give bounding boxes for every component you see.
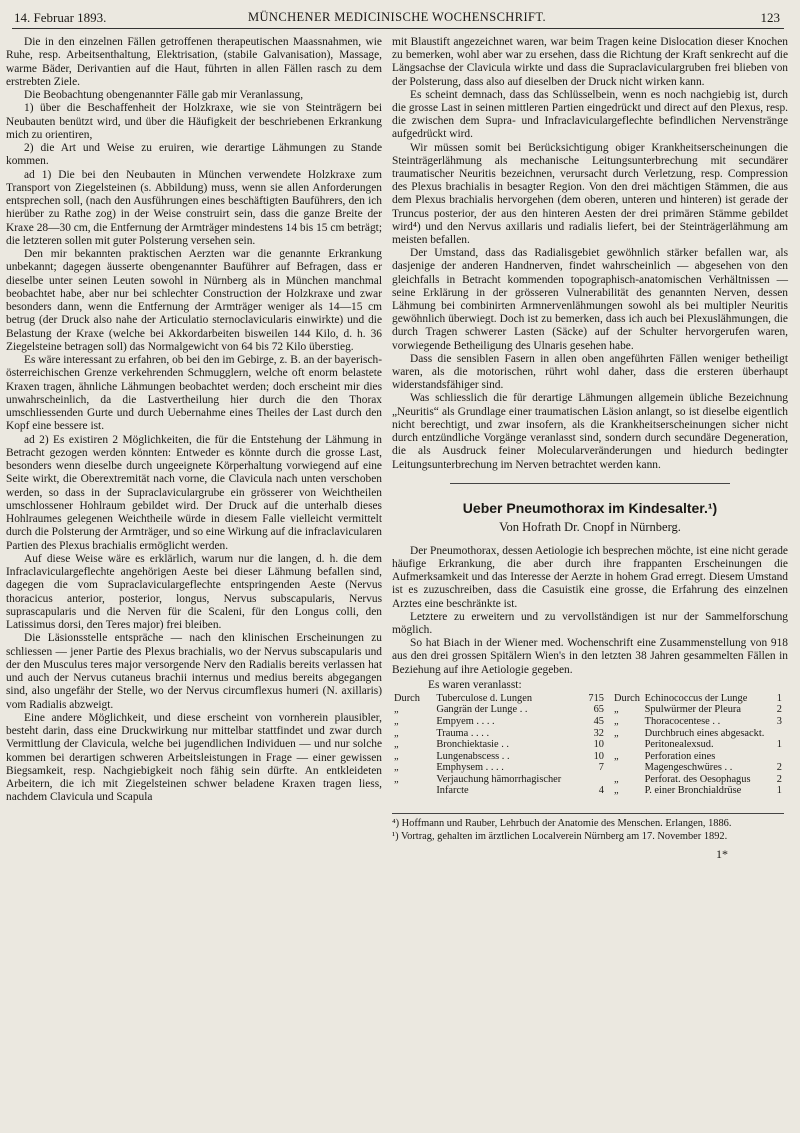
cause-count: 3 [776, 715, 782, 727]
cause-count: 2 [776, 704, 782, 716]
cause-count: 45 [593, 715, 604, 727]
prefix: „ [614, 773, 619, 785]
cause-label: Thoracocentese . . [644, 715, 721, 727]
paragraph: Der Umstand, dass das Radialisgebiet gewöhnlich stärker befallen war, als dasjenige der anderen Handnerven, findet wahrscheinlich — abgesehen von den gleichfalls in Betracht kommenden topographisch-anatomischen Verhältnissen — seine Erklärung in der grösseren Vulnerabilität des genannten Nerven, dessen Lähmung bei combinirten Armnervenlähmungen sowohl als bei multipler Neuritis gewöhnlich überwiegt. Doch ist zu bemerken, dass ich auch bei Plexuslähmungen, die durch Tragen schwerer Lasten (Säcke) auf der Schulter hervorgerufen waren, vorwiegende Betheiligung des Ulnaris gesehen habe. [392, 247, 788, 352]
cause-count: 1 [776, 785, 782, 797]
paragraph: 1) über die Beschaffenheit der Holzkraxe, wie sie von Steinträgern bei Neubauten benützt wird, und über die Häufigkeit der beschriebenen Erkrankung mich zu orientiren, [6, 102, 382, 141]
cause-count: 32 [593, 727, 604, 739]
footnote: ⁴) Hoffmann und Rauber, Lehrbuch der Anatomie des Menschen. Erlangen, 1886. [392, 818, 732, 830]
paragraph: Wir müssen somit bei Berücksichtigung obiger Krankheitserscheinungen die Steinträgerlähmung als mechanische Leitungsunterbrechung mit secundärer traumatischer Neuritis bezeichnen, verursacht durch Verletzung, resp. Compression des Plexus brachialis in besagter Region. Von den drei mächtigen Stämmen, die aus dem Plexus brachialis hervorgehen (dem oberen, unteren und hinteren) ist gerade der Truncus posterior, der aus den hinteren Aesten der drei primären Stämme gebildet wird⁴) und den Nervus axillaris und radialis liefert, bei der Steinträgerlähmung am meisten befallen. [392, 141, 788, 247]
paragraph: Den mir bekannten praktischen Aerzten war die genannte Erkrankung unbekannt; dagegen äusserte obengenannter Bauführer auf Befragen, dass er dieselbe unter seinen Leuten sowohl in Nürnberg als in München manchmal beobachtet habe, aber nur bei schlechter Construction der Holzkraxe und zwar besonders dann, wenn die Entfernung der Armträger weniger als 14—15 cm betrug (der Druck also nahe der Articulatio sternoclavicularis einwirkte) und die Belastung der Kraxe (welche bei Akkordarbeiten bisweilen 144 Kilo, d. h. 36 Ziegelsteine betragen soll) das Normalgewicht von 64 bis 72 Kilo überstieg. [6, 248, 382, 353]
table-row [612, 751, 784, 774]
table-row [612, 728, 784, 751]
cause-label: Emphysem . . . . [436, 762, 504, 774]
paragraph: 2) die Art und Weise zu eruiren, wie derartige Lähmungen zu Stande kommen. [6, 142, 382, 168]
cause-label: Empyem . . . . [436, 715, 495, 727]
cause-count: 1 [776, 692, 782, 704]
cause-label: Lungenabscess . . [436, 750, 510, 762]
cause-count: 4 [598, 785, 604, 797]
table-row [612, 693, 784, 705]
prefix: „ [394, 704, 399, 716]
table-row [392, 739, 606, 751]
table-row [612, 774, 784, 786]
signature-mark: 1* [716, 847, 728, 862]
cause-label: Echinococcus der Lunge [644, 692, 748, 704]
paragraph: Die in den einzelnen Fällen getroffenen therapeutischen Maassnahmen, wie Ruhe, resp. Arbeitsenthaltung, Elektrisation, (stabile Galvanisation), Massage, warme Bäder, Derivantien auf die Haut, führten in allen Fällen rasch zu dem erstrebten Ziele. [6, 36, 382, 88]
footnote: ¹) Vortrag, gehalten im ärztlichen Localverein Nürnberg am 17. November 1892. [392, 830, 728, 842]
table-row [392, 728, 606, 740]
table-row [392, 693, 606, 705]
table-row [392, 716, 606, 728]
cause-count: 715 [588, 692, 604, 704]
table-row [612, 716, 784, 728]
paragraph: ad 1) Die bei den Neubauten in München verwendete Holzkraxe zum Transport von Ziegelsteinen (s. Abbildung) muss, wenn sie allen Anforderungen entsprechen soll, (nach den Ausführungen eines beschäftigten Bauführers, den ich hierüber zu Rathe zog) in der Weise construirt sein, dass die ganze Breite der Kraxe 28—30 cm, die Entfernung der Armträger mindestens 14 bis 15 cm beträgt; die letzteren sollen mit guter Polsterung versehen sein. [6, 168, 382, 247]
article-byline: Von Hofrath Dr. Cnopf in Nürnberg. [499, 519, 681, 534]
paragraph: Es scheint demnach, dass das Schlüsselbein, wenn es noch nachgiebig ist, durch die grosse Last in seinen mittleren Partien eingedrückt und direct auf den Plexus, resp. die zwischen dem Supra- und Infraclaviculargeflechte befindlichen Nervenstränge aufgedrückt wird. [392, 88, 788, 141]
prefix: „ [394, 762, 399, 774]
prefix: „ [614, 715, 619, 727]
cause-label: Perforation eines Magengeschwüres . . [644, 750, 733, 774]
prefix: Durch [614, 692, 640, 704]
paragraph: Dass die sensiblen Fasern in allen oben angeführten Fällen weniger betheiligt waren, als die motorischen, rührt wohl daher, dass die ersteren überhaupt widerstandsfähiger sind. [392, 352, 788, 392]
cause-label: Perforat. des Oesophagus [644, 773, 751, 785]
table-row [392, 704, 606, 716]
prefix: Durch [394, 692, 420, 704]
cause-label: Trauma . . . . [436, 727, 490, 739]
cause-count: 10 [593, 739, 604, 751]
cause-label: Bronchiektasie . . [436, 739, 510, 751]
cause-label: Tuberculose d. Lungen [436, 692, 533, 704]
cause-count: 65 [593, 704, 604, 716]
prefix: „ [394, 727, 399, 739]
page-number: 123 [760, 10, 780, 25]
causes-right-table [612, 693, 784, 797]
cause-label: Verjauchung hämorrhagischer Infarcte [436, 773, 562, 797]
cause-label: Spulwürmer der Pleura [644, 704, 741, 716]
paragraph: Auf diese Weise wäre es erklärlich, warum nur die langen, d. h. die dem Infraclaviculargeflechte angehörigen Aeste bei dieser Lähmung befallen sind, dagegen die vom Supraclaviculargeflechte entspringenden Aeste (Nervus thoracicus anterior, posterior, longus, Nervus subscapularis, Nervus suprascapularis und die Nerven für die Scaleni, für den Longus colli, den Latissimus dorsi, den Teres major) frei bleiben. [6, 552, 382, 631]
prefix: „ [394, 750, 399, 762]
cause-count: 2 [776, 773, 782, 785]
prefix: „ [614, 704, 619, 716]
causes-heading: Es waren veranlasst: [428, 678, 522, 691]
paragraph: ad 2) Es existiren 2 Möglichkeiten, die für die Entstehung der Lähmung in Betracht gezogen werden könnten: Entweder es könnte durch die grosse Last, besonders wenn dieselbe durch ungeeignete Körperhaltung vorwiegend auf eine Seite wirkt, die Oberextremität nach vorne, die Clavicula nach unten verschoben werden, so dass in der Supraclaviculargrube ein grösserer von Weichtheilen umschlossener Hohlraum gebildet wird. Der Druck auf die unterhalb dieses Hohlraumes gelegenen Weichtheile würde in diesem Falle vielleicht vermittelt durch die Polsterung der Armträger, und so eine Wirkung auf die infraclavicularen Partien des Plexus brachialis ermöglicht werden. [6, 433, 382, 552]
cause-count: 7 [598, 762, 604, 774]
paragraph: mit Blaustift angezeichnet waren, war beim Tragen keine Dislocation dieser Knochen zu bemerken, wohl aber war zu ersehen, dass die Richtung der Kraft senkrecht auf die Längsachse der Clavicula wirkte und dass die Supraclaviculargruben frei blieben von der Polsterung, dass also auf dieselben der Druck nicht wirken kann. [392, 36, 788, 88]
paragraph: Es wäre interessant zu erfahren, ob bei den im Gebirge, z. B. an der bayerisch-österreichischen Grenze verkehrenden Schmugglern, welche oft enorm belastete Kraxen tragen, ähnliche Lähmungen beobachtet werden; doch erscheint mir dies unwahrscheinlich, da die Lastvertheilung hier durch die den Thorax umschliessenden Gurte und durch Uebernahme eines Theiles der Last durch den Kopf eine bessere ist. [6, 354, 382, 433]
paragraph: Der Pneumothorax, dessen Aetiologie ich besprechen möchte, ist eine nicht gerade häufige Erkrankung, die aber durch ihre frappanten Erscheinungen die Aufmerksamkeit und das Interesse der Aerzte in hohem Grad erregt. Diesem Umstand ist es zuzuschreiben, dass die Casuistik eine grosse, die Erfahrung des einzelnen Arztes eine beschränkte ist. [392, 544, 788, 610]
prefix: „ [614, 750, 619, 762]
paragraph: Die Beobachtung obengenannter Fälle gab mir Veranlassung, [24, 89, 304, 101]
cause-label: P. einer Bronchialdrüse [644, 785, 742, 797]
footnote-rule [392, 813, 784, 814]
section-divider [450, 483, 730, 484]
causes-left-table [392, 693, 606, 797]
cause-count: 2 [776, 762, 782, 774]
table-row [392, 762, 606, 774]
page-header [10, 6, 784, 28]
cause-label: Durchbruch eines abgesackt. Peritonealexsud. [644, 727, 765, 751]
table-row [612, 785, 784, 797]
table-row [612, 704, 784, 716]
cause-count: 10 [593, 750, 604, 762]
header-rule [12, 28, 784, 29]
prefix: „ [394, 739, 399, 751]
journal-title: MÜNCHENER MEDICINISCHE WOCHENSCHRIFT. [247, 10, 547, 24]
prefix: „ [614, 727, 619, 739]
causes-table [392, 693, 788, 797]
issue-date: 14. Februar 1893. [14, 10, 107, 25]
paragraph: Letztere zu erweitern und zu vervollständigen ist nur der Sammelforschung möglich. [392, 610, 788, 636]
paragraph: Die Läsionsstelle entspräche — nach den klinischen Erscheinungen zu schliessen — jener Partie des Plexus brachialis, wo der Nervus subscapularis und der den Musculus teres major versorgende Nerv den Radialis bereits verlassen hat und auch der Nervus cutaneus brachii internus und medius bereits abgegangen sind, also ungefähr der Stelle, wo der Nervus circumflexus humeri (N. axillaris) vom Radialis abzweigt. [6, 632, 382, 711]
paragraph: So hat Biach in der Wiener med. Wochenschrift eine Zusammenstellung von 918 aus den drei grossen Spitälern Wien's in den letzten 38 Jahren gesammelten Fällen in Beziehung auf ihre Aetiologie gegeben. [392, 637, 788, 676]
paragraph: Was schliesslich die für derartige Lähmungen allgemein übliche Bezeichnung „Neuritis“ als Grundlage einer traumatischen Läsion anlangt, so ist dieselbe eigentlich nicht berechtigt, und zwar insofern, als die Krankheitserscheinungen sicher nicht durch entzündliche Vorgänge veranlasst sind, sondern durch secundäre Degeneration, die als Ausdruck feiner Molecularveränderungen und hiedurch bedingter Leitungsunterbrechung im Nerven betrachtet werden kann. [392, 392, 788, 471]
table-row [392, 774, 606, 797]
cause-count: 1 [776, 739, 782, 751]
left-column [6, 36, 382, 805]
article-title: Ueber Pneumothorax im Kindesalter.¹) [462, 499, 718, 516]
prefix: „ [394, 715, 399, 727]
table-row [392, 751, 606, 763]
prefix: „ [614, 785, 619, 797]
cause-label: Gangrän der Lunge . . [436, 704, 528, 716]
paragraph: Eine andere Möglichkeit, und diese erscheint von vornherein plausibler, besteht darin, dass eine Druckwirkung nur mittelbar stattfindet und zwar durch Vermittlung der Clavicula, welche bei jugendlichen Individuen — und nur solche kommen bei derartigen schweren Arbeitsleistungen in Frage — einer gewissen Biegsamkeit, resp. Nachgiebigkeit noch fähig sein dürfte. An entkleideten Arbeitern, die ich mit Ziegelsteinen schwer beladene Kraxen tragen liess, nachdem Clavicula und Scapula [6, 711, 382, 804]
right-column [392, 36, 788, 862]
prefix: „ [394, 773, 399, 785]
